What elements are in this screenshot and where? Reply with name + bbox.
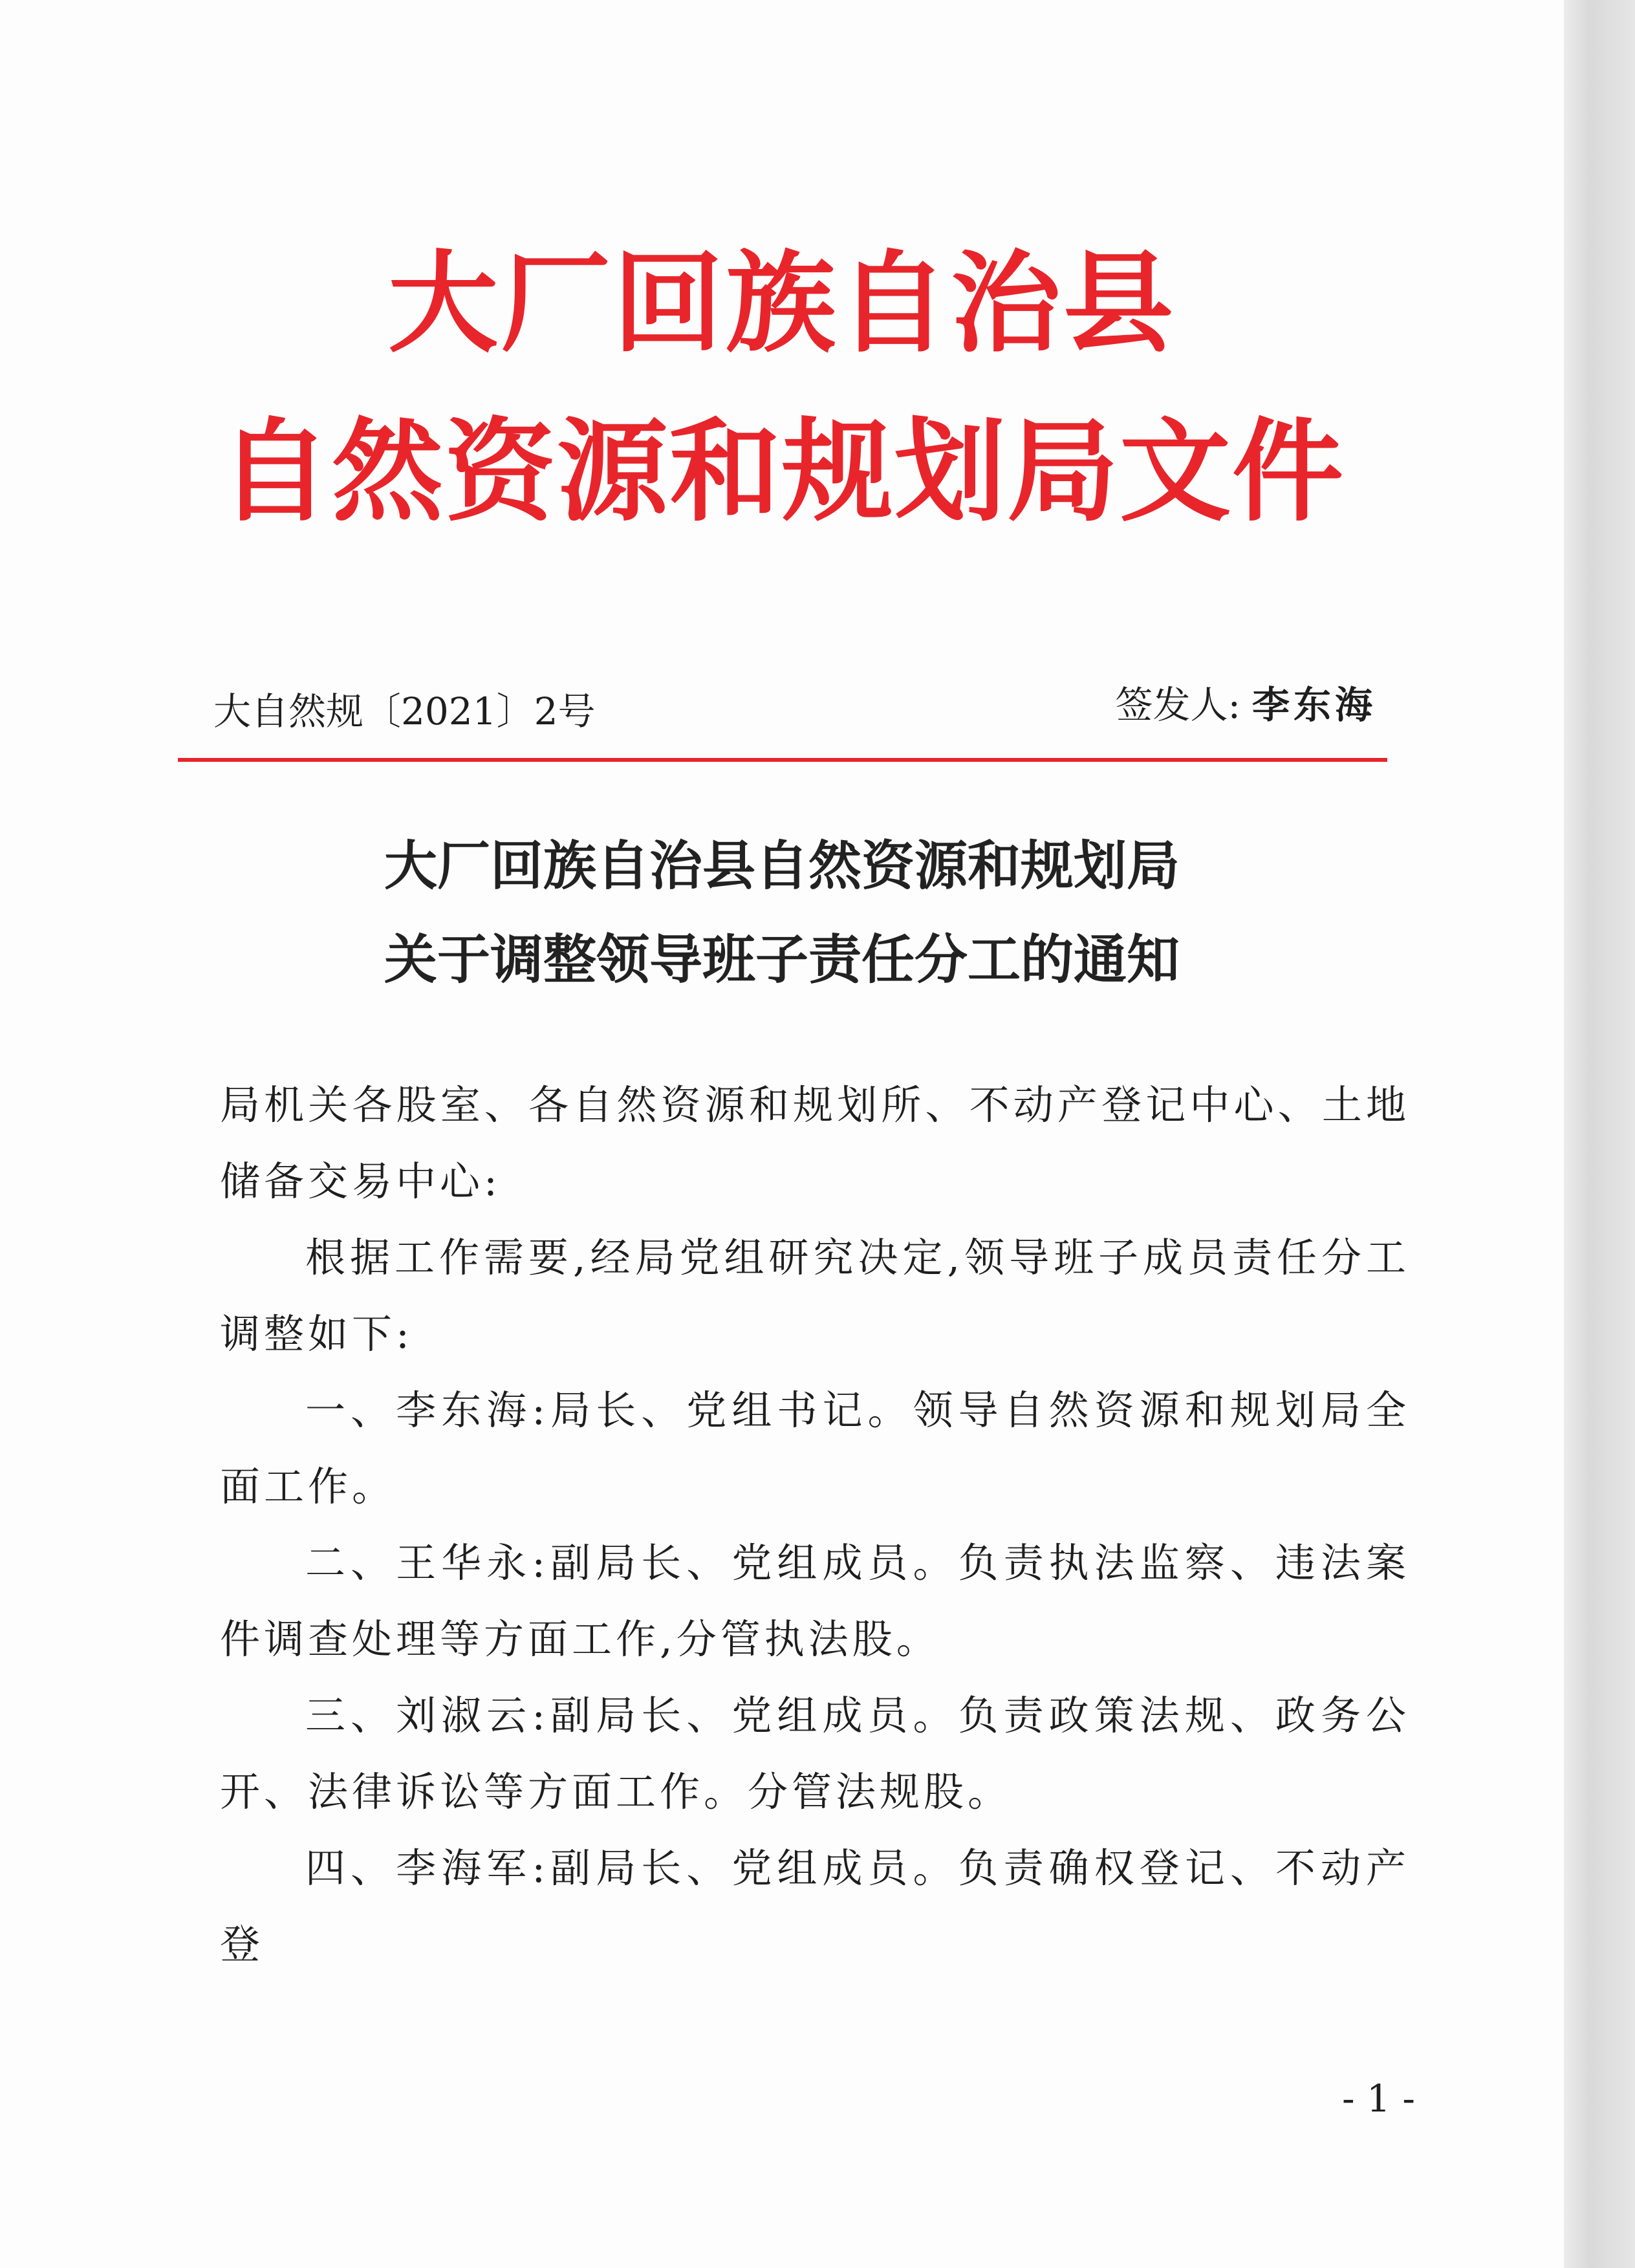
document-title-line-1: 大厂回族自治县自然资源和规划局 — [384, 836, 1180, 897]
issuer-name: 李东海 — [1251, 683, 1376, 727]
intro-paragraph: 根据工作需要,经局党组研究决定,领导班子成员责任分工调整如下: — [220, 1234, 1410, 1357]
issuer — [1115, 679, 1376, 731]
scan-edge — [1564, 0, 1635, 2268]
duty-item-1: 一、李东海:局长、党组书记。领导自然资源和规划局全面工作。 — [220, 1387, 1410, 1510]
duty-item-2: 二、王华永:副局长、党组成员。负责执法监察、违法案件调查处理等方面工作,分管执法股。 — [220, 1539, 1410, 1663]
duty-item-3: 三、刘淑云:副局长、党组成员。负责政策法规、政务公开、法律诉讼等方面工作。分管法规股。 — [220, 1692, 1410, 1815]
red-divider-line — [178, 758, 1387, 762]
masthead-line-1: 大厂回族自治县 — [387, 240, 1176, 368]
masthead-line-2: 自然资源和规划局文件 — [219, 407, 1345, 537]
recipients-paragraph: 局机关各股室、各自然资源和规划所、不动产登记中心、土地储备交易中心: — [220, 1081, 1410, 1205]
document-title-line-2: 关于调整领导班子责任分工的通知 — [384, 929, 1180, 991]
page-number: - 1 - — [1342, 2077, 1415, 2121]
issuer-label: 签发人: — [1115, 683, 1240, 727]
document-body — [220, 1067, 1410, 1983]
duty-item-4: 四、李海军:副局长、党组成员。负责确权登记、不动产登 — [220, 1844, 1410, 1968]
document-number: 大自然规〔2021〕2号 — [213, 689, 596, 733]
